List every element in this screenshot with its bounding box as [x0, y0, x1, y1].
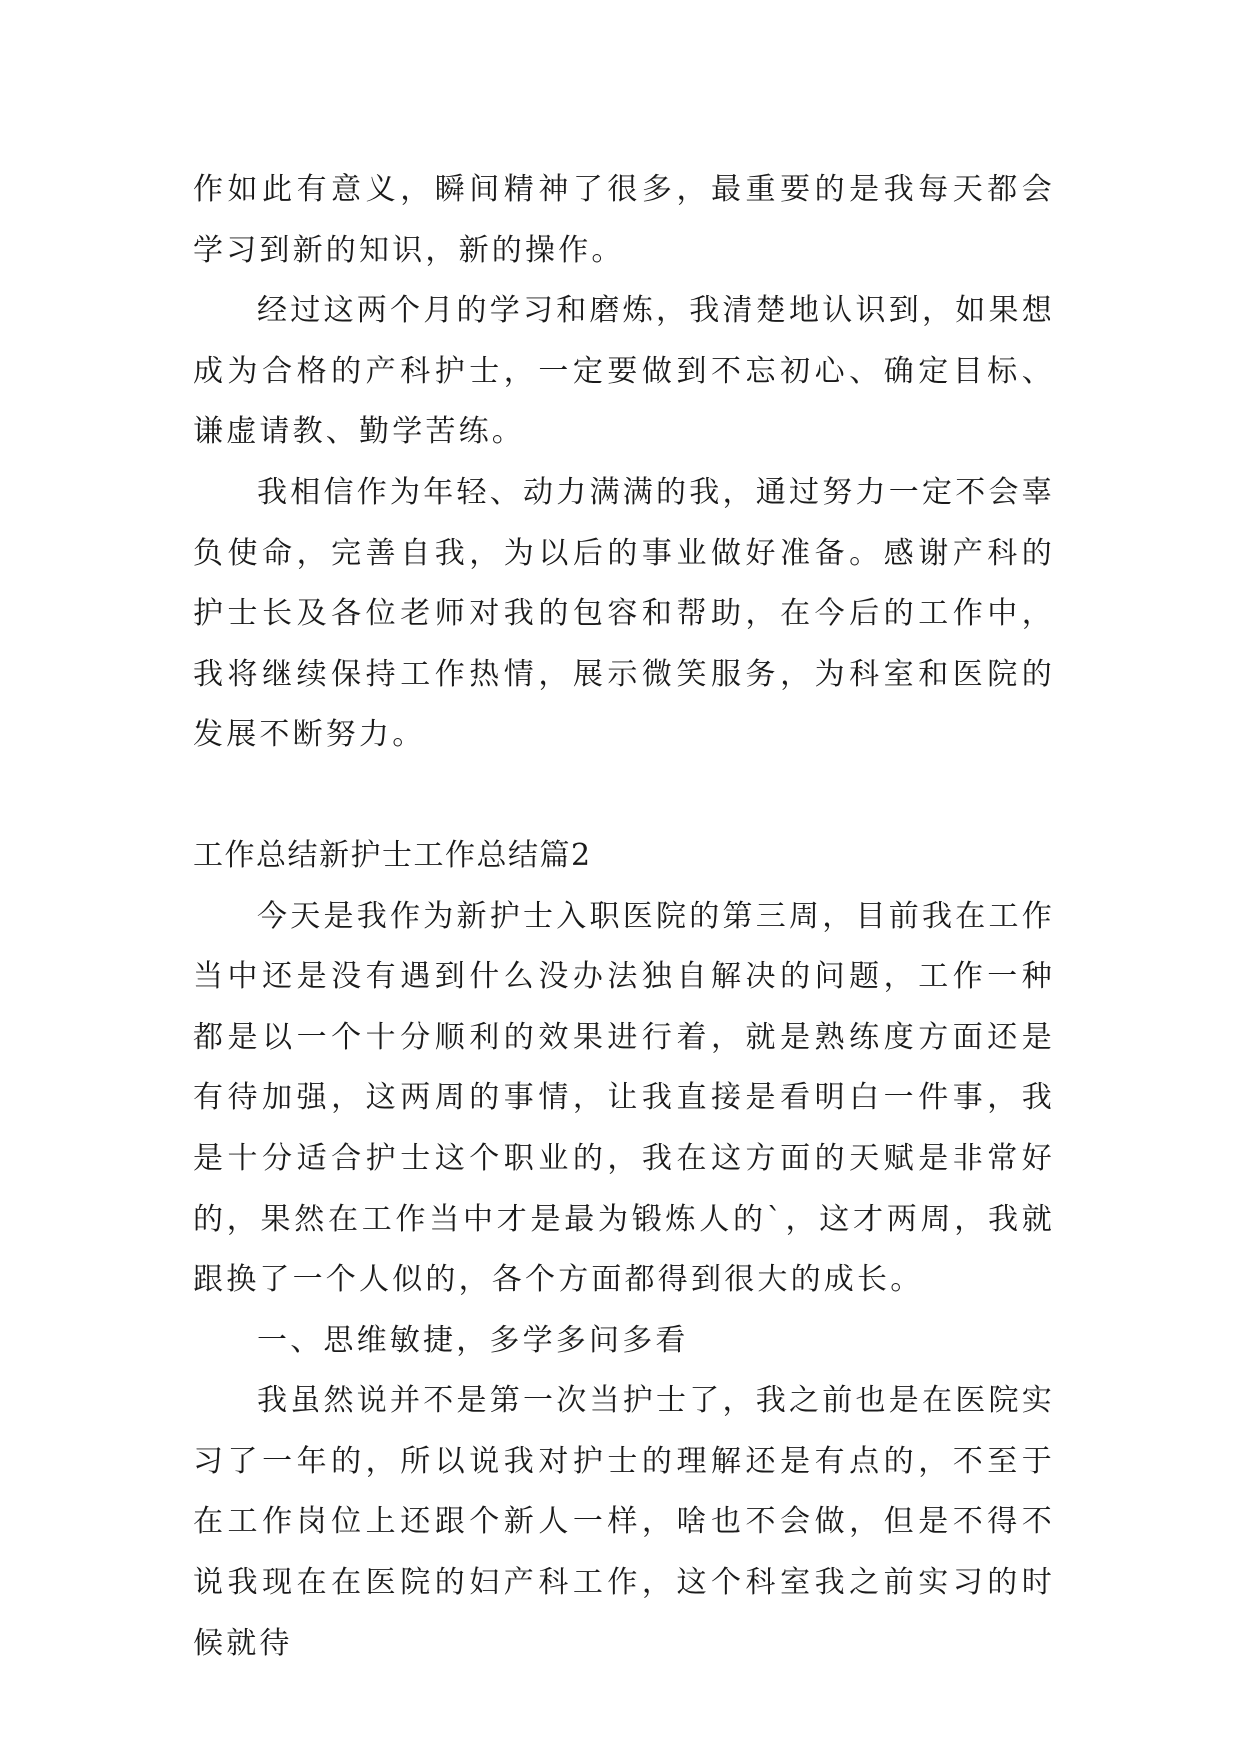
paragraph-1: 作如此有意义，瞬间精神了很多，最重要的是我每天都会学习到新的知识，新的操作。 [193, 172, 1055, 268]
paragraph-5: 我虽然说并不是第一次当护士了，我之前也是在医院实习了一年的，所以说我对护士的理解还是有点的，不至于在工作岗位上还跟个新人一样，啥也不会做，但是不得不说我现在在医院的妇产科工作，这个科室我之前实习的时候就待 [193, 1383, 1055, 1661]
document-body [193, 160, 1055, 1674]
section-title: 工作总结新护士工作总结篇2 [193, 837, 592, 873]
subheading-paragraph: 一、思维敏捷，多学多问多看 [257, 1322, 689, 1358]
paragraph-2: 经过这两个月的学习和磨炼，我清楚地认识到，如果想成为合格的产科护士，一定要做到不忘初心、确定目标、谦虚请教、勤学苦练。 [193, 293, 1055, 450]
paragraph-4: 今天是我作为新护士入职医院的第三周，目前我在工作当中还是没有遇到什么没办法独自解决的问题，工作一种都是以一个十分顺利的效果进行着，就是熟练度方面还是有待加强，这两周的事情，让我直接是看明白一件事，我是十分适合护士这个职业的，我在这方面的天赋是非常好的，果然在工作当中才是最为锻炼人的`，这才两周，我就跟换了一个人似的，各个方面都得到很大的成长。 [193, 898, 1055, 1298]
paragraph-3: 我相信作为年轻、动力满满的我，通过努力一定不会辜负使命，完善自我，为以后的事业做好准备。感谢产科的护士长及各位老师对我的包容和帮助，在今后的工作中，我将继续保持工作热情，展示微笑服务，为科室和医院的发展不断努力。 [193, 474, 1055, 753]
